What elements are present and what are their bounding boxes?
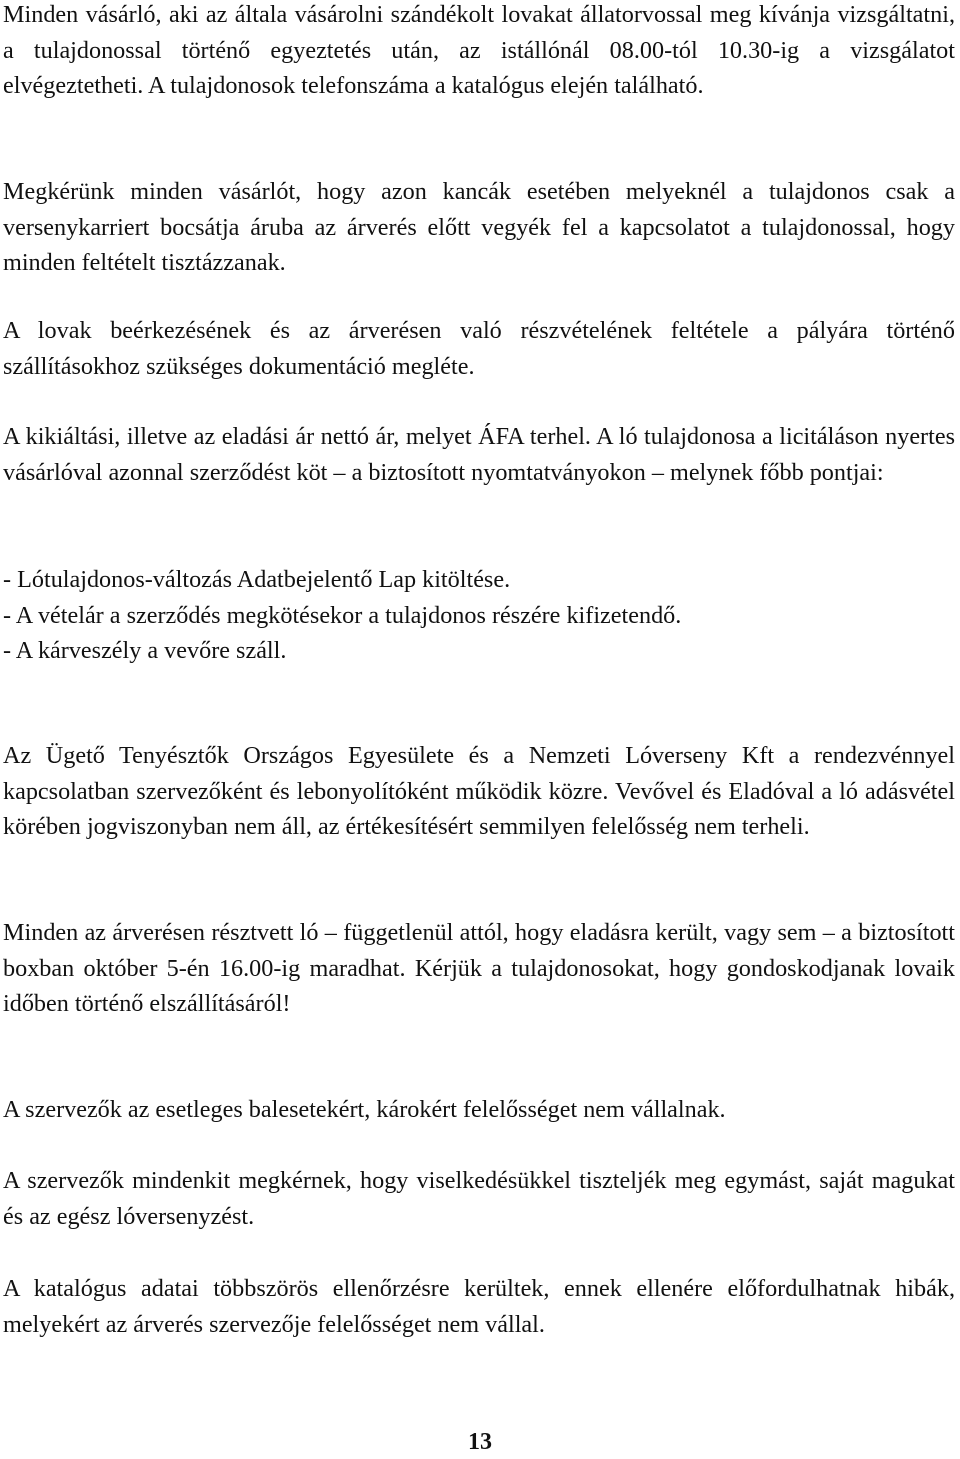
- paragraph-behaviour: A szervezők mindenkit megkérnek, hogy viselkedésükkel tiszteljék meg egymást, saját magukat és az egész lóversenyzést.: [3, 1167, 955, 1230]
- paragraph-vet-inspection: Minden vásárló, aki az általa vásárolni szándékolt lovakat állatorvossal meg kívánja vizsgáltatni, a tulajdonossal történő egyeztetés után, az istállónál 08.00-tól 10.30-ig a vizsgálatot elvégeztetheti. A tulajdonosok telefonszáma a katalógus elején található.: [3, 1, 955, 100]
- page-number: 13: [468, 1429, 492, 1455]
- contract-points-list: [3, 562, 955, 669]
- paragraph-catalogue-errors: A katalógus adatai többszörös ellenőrzésre kerültek, ennek ellenére előfordulhatnak hibák, melyekért az árverés szervezője felelősséget nem vállal.: [3, 1275, 955, 1338]
- paragraph-liability: A szervezők az esetleges balesetekért, károkért felelősséget nem vállalnak.: [3, 1096, 726, 1123]
- paragraph-box-stay: Minden az árverésen résztvett ló – függetlenül attól, hogy eladásra került, vagy sem – a biztosított boxban október 5-én 16.00-ig maradhat. Kérjük a tulajdonosokat, hogy gondoskodjanak lovaik időben történő elszállításáról!: [3, 919, 955, 1018]
- paragraph-documentation: A lovak beérkezésének és az árverésen való részvételének feltétele a pályára történő szállításokhoz szükséges dokumentáció megléte.: [3, 317, 955, 380]
- list-item: - Lótulajdonos-változás Adatbejelentő Lap kitöltése.: [3, 566, 511, 593]
- list-item: - A kárveszély a vevőre száll.: [3, 637, 287, 665]
- paragraph-organizers-role: Az Ügető Tenyésztők Országos Egyesülete és a Nemzeti Lóverseny Kft a rendezvénnyel kapcsolatban szervezőként és lebonyolítóként működik közre. Vevővel és Eladóval a ló adásvétel körében jogviszonyban nem áll, az értékesítésért semmilyen felelősség nem terheli.: [3, 742, 955, 841]
- paragraph-mares-contact: Megkérünk minden vásárlót, hogy azon kancák esetében melyeknél a tulajdonos csak a versenykarriert bocsátja áruba az árverés előtt vegyék fel a kapcsolatot a tulajdonossal, hogy minden feltételt tisztázzanak.: [3, 178, 955, 277]
- paragraph-price-contract: A kikiáltási, illetve az eladási ár nettó ár, melyet ÁFA terhel. A ló tulajdonosa a licitáláson nyertes vásárlóval azonnal szerződést köt – a biztosított nyomtatványokon – melynek főbb pontjai:: [3, 423, 955, 486]
- list-item: - A vételár a szerződés megkötésekor a tulajdonos részére kifizetendő.: [3, 601, 682, 629]
